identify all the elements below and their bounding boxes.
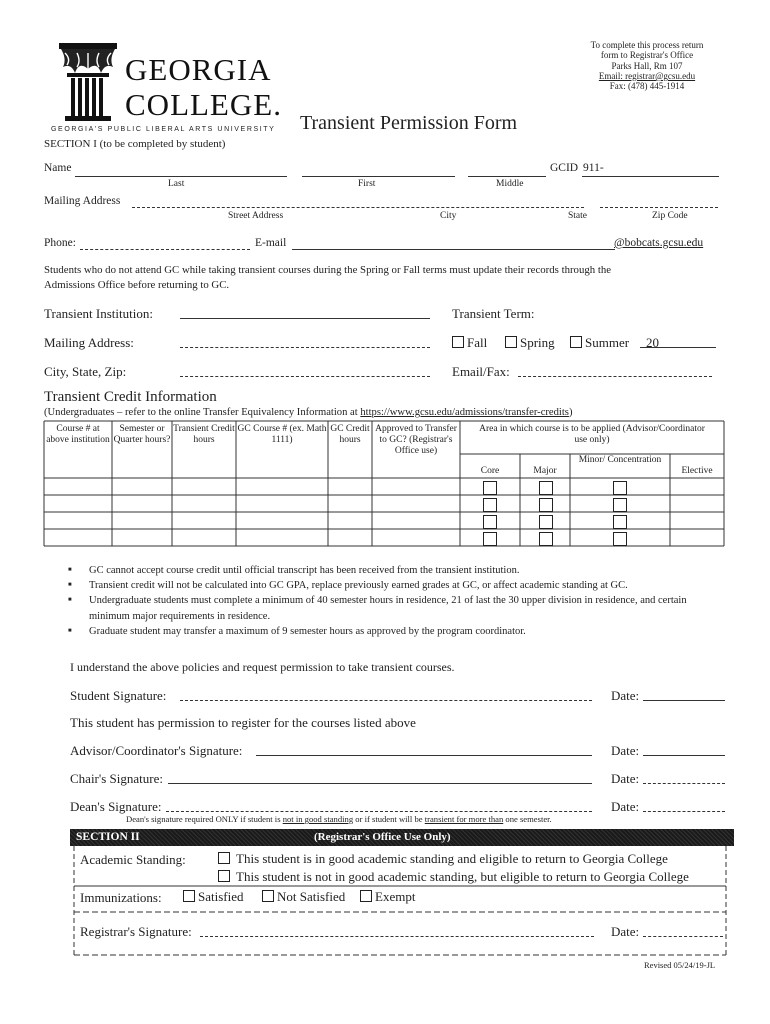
institution-label: Transient Institution: bbox=[44, 306, 153, 321]
immunizations-label: Immunizations: bbox=[80, 890, 162, 905]
email-label: E-mail bbox=[255, 237, 287, 249]
credit-heading: Transient Credit Information bbox=[44, 389, 217, 405]
col-gc-credit: GC Credit hours bbox=[330, 424, 370, 445]
summer-option[interactable]: Summer bbox=[570, 335, 629, 351]
gcid-prefix: 911- bbox=[583, 162, 604, 174]
inst-mailing-label: Mailing Address: bbox=[44, 335, 134, 350]
dean-signature-label: Dean's Signature: bbox=[70, 799, 162, 814]
immunizations-satisfied-option[interactable]: Satisfied bbox=[183, 889, 244, 905]
section2-subheading: (Registrar's Office Use Only) bbox=[314, 831, 451, 843]
registrar-signature-label: Registrar's Signature: bbox=[80, 924, 192, 939]
policy-item: ■ GC cannot accept course credit until official transcript has been received from the transient institution. bbox=[66, 563, 726, 578]
email-domain: @bobcats.gcsu.edu bbox=[614, 237, 704, 249]
emailfax-label: Email/Fax: bbox=[452, 364, 510, 379]
col-elective: Elective bbox=[681, 466, 713, 476]
logo-tagline: GEORGIA'S PUBLIC LIBERAL ARTS UNIVERSITY bbox=[51, 126, 276, 133]
immunizations-exempt-option[interactable]: Exempt bbox=[360, 889, 415, 905]
academic-standing-label: Academic Standing: bbox=[80, 852, 186, 867]
notice-line2: Admissions Office before returning to GC. bbox=[44, 279, 230, 291]
understand-statement: I understand the above policies and request permission to take transient courses. bbox=[70, 660, 455, 674]
logo-college: COLLEGE. bbox=[125, 87, 282, 122]
col-gc-course: GC Course # (ex. Math 1111) bbox=[237, 424, 327, 445]
name-label: Name bbox=[44, 162, 72, 174]
last-caption: Last bbox=[168, 179, 185, 189]
chair-signature-label: Chair's Signature: bbox=[70, 771, 163, 786]
city-caption: City bbox=[440, 211, 457, 221]
not-satisfied-checkbox[interactable] bbox=[262, 890, 274, 902]
col-transient-credit: Transient Credit hours bbox=[173, 424, 235, 445]
registrar-signature-field[interactable] bbox=[200, 936, 594, 937]
advisor-signature-label: Advisor/Coordinator's Signature: bbox=[70, 743, 243, 758]
policy-item: ■ Undergraduate students must complete a minimum of 40 semester hours in residence, 21 of last the 30 upper division in residence, and certain minimum major requirements in residence. bbox=[66, 593, 726, 623]
col-area: Area in which course is to be applied (Advisor/Coordinator use only) bbox=[479, 424, 705, 445]
csz-label: City, State, Zip: bbox=[44, 364, 127, 379]
dean-date-label: Date: bbox=[611, 799, 640, 814]
term-label: Transient Term: bbox=[452, 306, 535, 321]
credit-note: (Undergraduates – refer to the online Transfer Equivalency Information at https://www.gcsu.edu/admissions/transfer-credits) bbox=[44, 407, 573, 418]
permission-statement: This student has permission to register for the courses listed above bbox=[70, 715, 416, 730]
middle-caption: Middle bbox=[496, 179, 524, 189]
logo-georgia: GEORGIA bbox=[125, 52, 272, 87]
form-title: Transient Permission Form bbox=[300, 112, 518, 134]
exempt-checkbox[interactable] bbox=[360, 890, 372, 902]
not-good-standing-checkbox[interactable] bbox=[218, 870, 230, 882]
col-semester-hours: Semester or Quarter hours? bbox=[113, 424, 171, 445]
col-approved: Approved to Transfer to GC? (Registrar's Office use) bbox=[375, 424, 457, 456]
section1-heading: SECTION I (to be completed by student) bbox=[44, 138, 226, 150]
spring-option[interactable]: Spring bbox=[505, 335, 555, 351]
revision-note: Revised 05/24/19-JL bbox=[644, 960, 716, 970]
state-caption: State bbox=[568, 211, 587, 221]
registrar-date-label: Date: bbox=[611, 924, 640, 939]
good-standing-checkbox[interactable] bbox=[218, 852, 230, 864]
gcid-label: GCID bbox=[550, 162, 579, 174]
first-caption: First bbox=[358, 179, 376, 189]
year-prefix: 20 bbox=[646, 335, 659, 350]
zip-caption: Zip Code bbox=[652, 211, 688, 221]
col-course-number: Course # at above institution bbox=[46, 424, 110, 445]
advisor-date-label: Date: bbox=[611, 743, 640, 758]
fall-option[interactable]: Fall bbox=[452, 335, 487, 351]
transfer-credits-link[interactable]: https://www.gcsu.edu/admissions/transfer-credits bbox=[360, 407, 569, 418]
col-major: Major bbox=[533, 466, 557, 476]
street-caption: Street Address bbox=[228, 211, 284, 221]
col-core: Core bbox=[480, 466, 500, 476]
mailing-address-label: Mailing Address bbox=[44, 195, 121, 207]
notice-line1: Students who do not attend GC while taking transient courses during the Spring or Fall terms must update their records through the bbox=[44, 264, 612, 276]
not-good-standing-option[interactable]: This student is not in good academic standing, but eligible to return to Georgia College bbox=[218, 869, 689, 885]
student-signature-label: Student Signature: bbox=[70, 688, 167, 703]
policy-item: ■ Transient credit will not be calculated into GC GPA, replace previously earned grades at GC, or affect academic standing at GC. bbox=[66, 578, 726, 593]
section2-heading: SECTION II bbox=[76, 831, 140, 843]
satisfied-checkbox[interactable] bbox=[183, 890, 195, 902]
policy-item: ■ Graduate student may transfer a maximum of 9 semester hours as approved by the program coordinator. bbox=[66, 624, 726, 639]
registrar-date-field[interactable] bbox=[643, 936, 723, 937]
good-standing-option[interactable]: This student is in good academic standing and eligible to return to Georgia College bbox=[218, 851, 668, 867]
col-minor: Minor/ Concentration bbox=[578, 455, 662, 465]
immunizations-not-satisfied-option[interactable]: Not Satisfied bbox=[262, 889, 345, 905]
chair-date-label: Date: bbox=[611, 771, 640, 786]
student-date-label: Date: bbox=[611, 688, 640, 703]
dean-signature-note: Dean's signature required ONLY if student is not in good standing or if student will be transient for more than one semester. bbox=[126, 814, 552, 824]
return-instructions: To complete this process return form to Registrar's Office Parks Hall, Rm 107 Email: registrar@gcsu.edu Fax: (478) 445-1914 bbox=[590, 40, 704, 92]
phone-label: Phone: bbox=[44, 237, 76, 249]
